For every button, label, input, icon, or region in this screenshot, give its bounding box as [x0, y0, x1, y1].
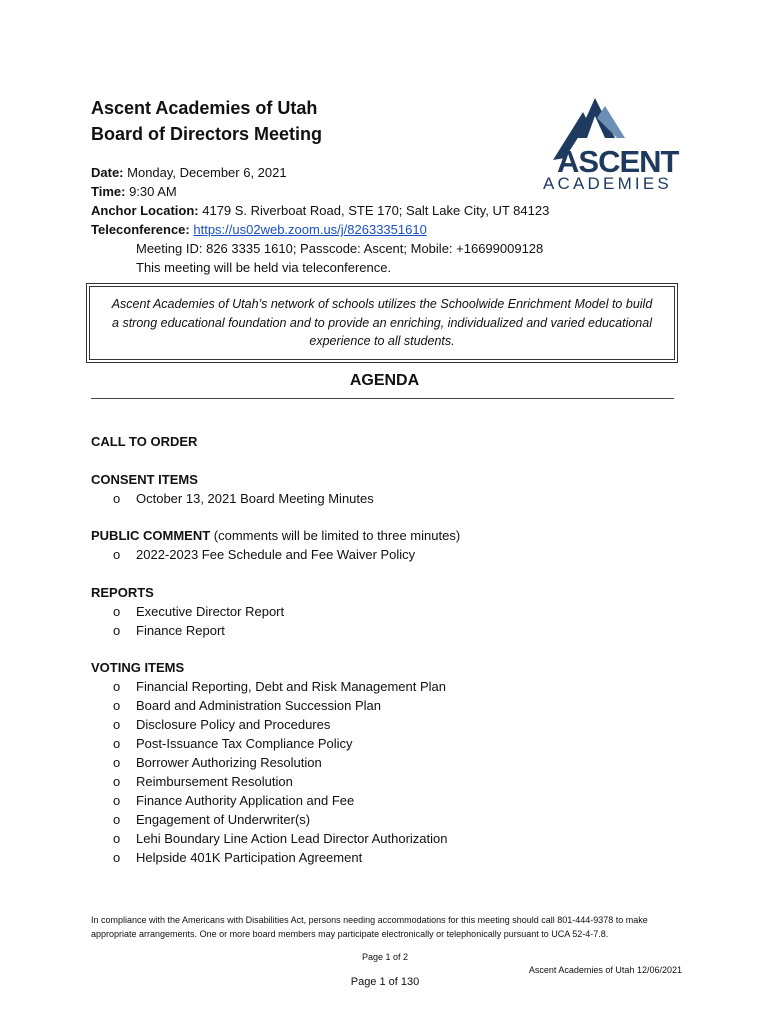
- bullet-icon: o: [113, 679, 121, 694]
- voting-items-heading: VOTING ITEMS: [91, 660, 185, 675]
- bullet-icon: o: [113, 547, 121, 562]
- location-label: Anchor Location:: [91, 203, 199, 218]
- list-item: o Board and Administration Succession Plan: [113, 698, 381, 713]
- agenda-divider: [91, 398, 674, 399]
- list-item: o October 13, 2021 Board Meeting Minutes: [113, 491, 374, 506]
- public-comment-list: [91, 545, 460, 564]
- date-label: Date:: [91, 165, 124, 180]
- consent-items-section: [91, 470, 374, 508]
- consent-items-heading: CONSENT ITEMS: [91, 472, 198, 487]
- teleconference-line: [91, 220, 549, 239]
- date-value: Monday, December 6, 2021: [127, 165, 287, 180]
- list-item: o Finance Authority Application and Fee: [113, 793, 355, 808]
- bullet-icon: o: [113, 755, 121, 770]
- list-item: o Borrower Authorizing Resolution: [113, 755, 322, 770]
- location-value: 4179 S. Riverboat Road, STE 170; Salt Lake City, UT 84123: [202, 203, 550, 218]
- bullet-icon: o: [113, 736, 121, 751]
- bullet-icon: o: [113, 698, 121, 713]
- reports-heading: REPORTS: [91, 585, 154, 600]
- call-to-order-heading: CALL TO ORDER: [91, 434, 198, 449]
- consent-items-list: [91, 489, 374, 508]
- footer-date-note: Ascent Academies of Utah 12/06/2021: [528, 965, 682, 975]
- bullet-icon: o: [113, 793, 121, 808]
- bullet-icon: o: [113, 831, 121, 846]
- logo-text-bottom: ACADEMIES: [543, 174, 672, 193]
- time-line: [91, 182, 549, 201]
- page-number-inner: Page 1 of 2: [361, 952, 409, 962]
- bullet-icon: o: [113, 623, 121, 638]
- list-item: o Executive Director Report: [113, 604, 285, 619]
- list-item: o Helpside 401K Participation Agreement: [113, 850, 363, 865]
- time-label: Time:: [91, 184, 126, 199]
- title-line-1: Ascent Academies of Utah: [91, 98, 318, 118]
- time-value: 9:30 AM: [129, 184, 177, 199]
- public-comment-note: (comments will be limited to three minutes): [213, 528, 461, 543]
- reports-list: [91, 602, 284, 640]
- public-comment-section: [91, 526, 460, 564]
- meeting-info: [91, 163, 549, 277]
- page-number-outer: Page 1 of 130: [350, 976, 420, 988]
- voting-items-list: [91, 677, 447, 867]
- bullet-icon: o: [113, 812, 121, 827]
- logo-text-top: ASCENT: [557, 144, 679, 179]
- list-item: o 2022-2023 Fee Schedule and Fee Waiver Policy: [113, 547, 416, 562]
- teleconference-link[interactable]: https://us02web.zoom.us/j/82633351610: [193, 222, 427, 237]
- list-item: o Engagement of Underwriter(s): [113, 812, 311, 827]
- list-item: o Finance Report: [113, 623, 225, 638]
- call-to-order-section: [91, 432, 197, 451]
- date-line: [91, 163, 549, 182]
- meeting-id-line: Meeting ID: 826 3335 1610; Passcode: Ascent; Mobile: +16699009128: [136, 241, 544, 256]
- mission-statement: Ascent Academies of Utah’s network of schools utilizes the Schoolwide Enrichment Model to build a strong educational foundation and to provide an enriching, individualized and varied educational experience to all students.: [89, 286, 675, 360]
- mission-box: [86, 283, 678, 363]
- location-line: [91, 201, 549, 220]
- bullet-icon: o: [113, 491, 121, 506]
- bullet-icon: o: [113, 604, 121, 619]
- teleconference-note: This meeting will be held via teleconference.: [136, 260, 392, 275]
- voting-items-section: [91, 658, 447, 867]
- bullet-icon: o: [113, 850, 121, 865]
- list-item: o Post-Issuance Tax Compliance Policy: [113, 736, 353, 751]
- list-item: o Lehi Boundary Line Action Lead Director Authorization: [113, 831, 448, 846]
- document-title: [91, 95, 322, 147]
- list-item: o Disclosure Policy and Procedures: [113, 717, 331, 732]
- public-comment-heading: PUBLIC COMMENT (comments will be limited to three minutes): [91, 528, 461, 543]
- bullet-icon: o: [113, 717, 121, 732]
- ada-compliance-note: In compliance with the Americans with Disabilities Act, persons needing accommodations for this meeting should call 801-444-9378 to make appropriate arrangements. One or more board members may participate electronically or telephonically pursuant to UCA 52-4-7.8.: [91, 915, 648, 939]
- ascent-academies-logo: [535, 94, 685, 194]
- teleconference-label: Teleconference:: [91, 222, 190, 237]
- agenda-heading: AGENDA: [349, 372, 420, 389]
- title-line-2: Board of Directors Meeting: [91, 124, 323, 144]
- bullet-icon: o: [113, 774, 121, 789]
- reports-section: [91, 583, 284, 640]
- list-item: o Reimbursement Resolution: [113, 774, 293, 789]
- list-item: o Financial Reporting, Debt and Risk Management Plan: [113, 679, 447, 694]
